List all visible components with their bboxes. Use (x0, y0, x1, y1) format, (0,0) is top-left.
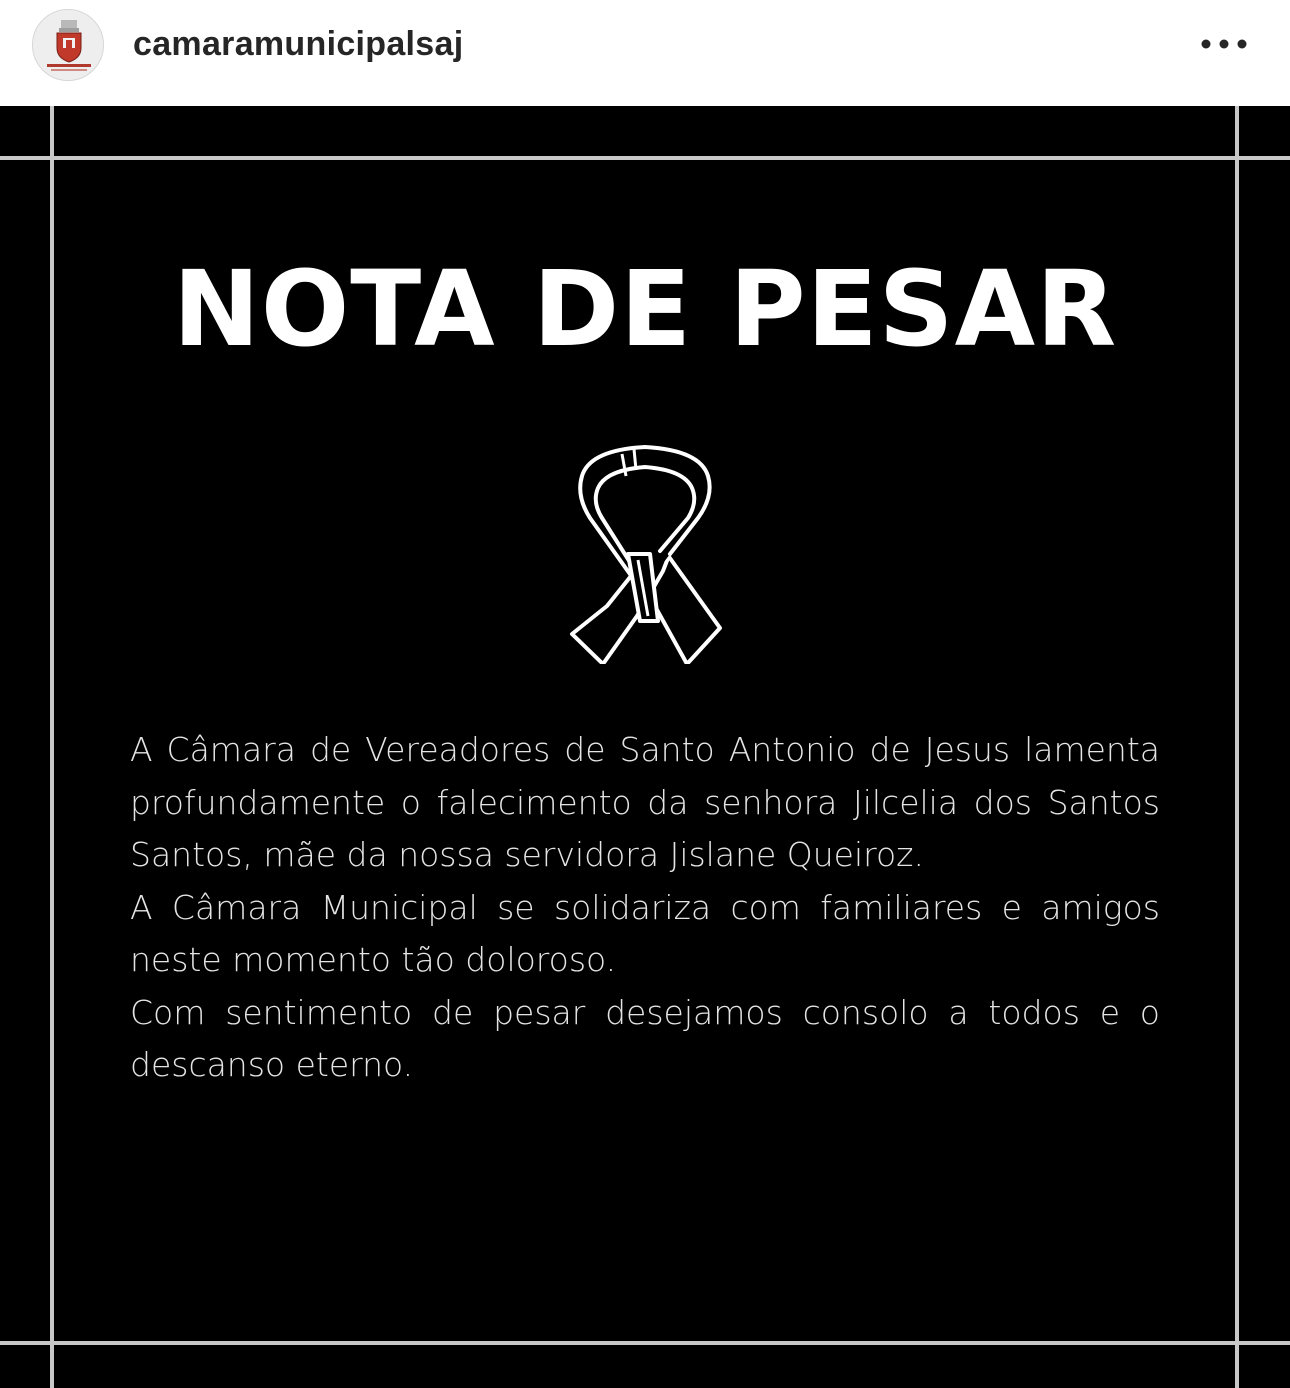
username-link[interactable]: camaramunicipalsaj (133, 25, 464, 63)
condolence-message (130, 724, 1160, 1092)
frame-line-bottom (0, 1341, 1290, 1345)
message-paragraph: Com sentimento de pesar desejamos consolo a todos e o descanso eterno. (130, 992, 1160, 1084)
more-options-button[interactable] (1196, 24, 1252, 64)
message-paragraph: A Câmara Municipal se solidariza com familiares e amigos neste momento tão doloroso. (130, 887, 1160, 979)
post-title: NOTA DE PESAR (172, 248, 1118, 370)
message-paragraph: A Câmara de Vereadores de Santo Antonio de Jesus lamenta profundamente o falecimento da senhora Jilcelia dos Santos Santos, mãe da nossa servidora Jislane Queiroz. (130, 730, 1160, 874)
post-header (0, 0, 1290, 106)
mourning-ribbon-icon (560, 436, 730, 664)
more-options-icon (1196, 24, 1252, 64)
frame-line-top (0, 156, 1290, 160)
camara-municipal-crest-icon (33, 10, 104, 81)
post-image[interactable] (0, 106, 1290, 1388)
profile-avatar[interactable] (32, 9, 104, 81)
